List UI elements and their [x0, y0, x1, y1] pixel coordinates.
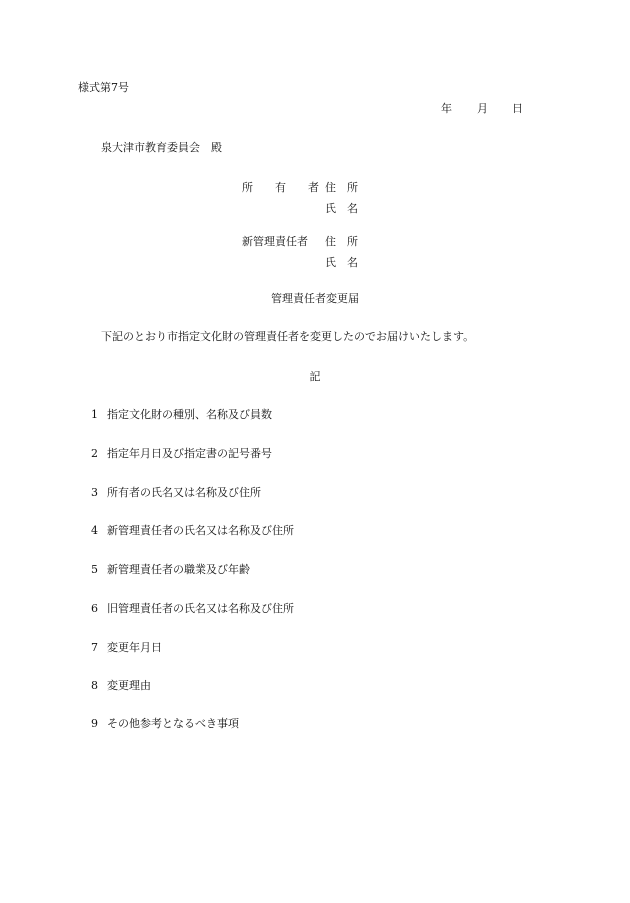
document-title: 管理責任者変更届	[271, 292, 359, 305]
item-text: 新管理責任者の職業及び年齢	[107, 563, 250, 576]
item-number: 9	[91, 717, 98, 730]
item-text: その他参考となるべき事項	[107, 717, 239, 730]
list-item	[88, 408, 488, 422]
item-text: 所有者の氏名又は名称及び住所	[107, 486, 261, 499]
new-manager-label: 新管理責任者	[242, 235, 308, 248]
ki-heading: 記	[309, 370, 321, 383]
item-text: 指定文化財の種別、名称及び員数	[107, 408, 272, 421]
item-number: 1	[91, 408, 98, 421]
item-number: 6	[91, 602, 98, 615]
addressee: 泉大津市教育委員会 殿	[101, 141, 222, 154]
date-day-label: 日	[512, 102, 523, 115]
item-text: 変更年月日	[107, 641, 162, 654]
item-number: 4	[91, 524, 98, 537]
new-manager-address-label: 住 所	[325, 235, 358, 248]
item-text: 変更理由	[107, 679, 151, 692]
item-number: 2	[91, 447, 98, 460]
item-number: 3	[91, 486, 98, 499]
item-text: 新管理責任者の氏名又は名称及び住所	[107, 524, 294, 537]
item-text: 旧管理責任者の氏名又は名称及び住所	[107, 602, 294, 615]
list-item	[88, 447, 488, 461]
item-number: 5	[91, 563, 98, 576]
list-item	[88, 679, 488, 693]
body-text: 下記のとおり市指定文化財の管理責任者を変更したのでお届けいたします。	[101, 330, 475, 343]
owner-label: 所 有 者	[242, 181, 319, 194]
item-text: 指定年月日及び指定書の記号番号	[107, 447, 272, 460]
list-item	[88, 486, 488, 500]
list-item	[88, 602, 488, 616]
owner-address-label: 住 所	[325, 181, 358, 194]
list-item	[88, 563, 488, 577]
item-number: 7	[91, 641, 98, 654]
date-month-label: 月	[477, 102, 488, 115]
owner-name-label: 氏 名	[325, 202, 358, 215]
list-item	[88, 717, 488, 731]
date-year-label: 年	[441, 102, 452, 115]
item-number: 8	[91, 679, 98, 692]
form-number: 様式第7号	[78, 81, 129, 94]
list-item	[88, 524, 488, 538]
new-manager-name-label: 氏 名	[325, 256, 358, 269]
list-item	[88, 641, 488, 655]
